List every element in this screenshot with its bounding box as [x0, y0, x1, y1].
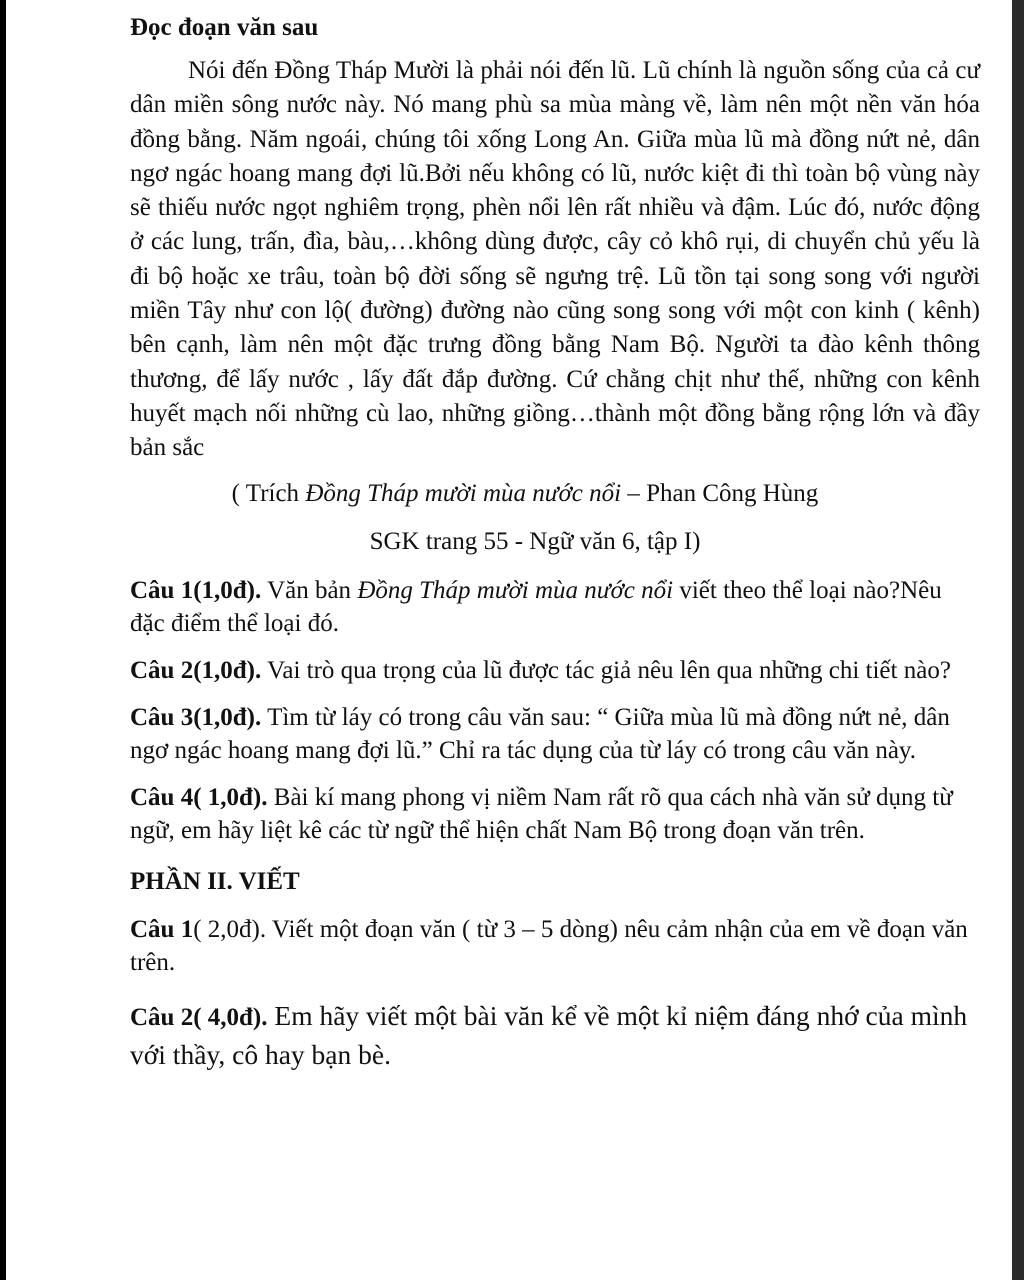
reading-passage: Nói đến Đồng Tháp Mười là phải nói đến lũ. Lũ chính là nguồn sống của cả cư dân miền sông nước này. Nó mang phù sa mùa màng về, làm nên một nền văn hóa đồng bằng. Năm ngoái, chúng tôi xống Long An. Giữa mùa lũ mà đồng nứt nẻ, dân ngơ ngác hoang mang đợi lũ.Bởi nếu không có lũ, nước kiệt đi thì toàn bộ vùng này sẽ thiếu nước ngọt nghiêm trọng, phèn nổi lên rất nhiều và đậm. Lúc đó, nước động ở các lung, trấn, đìa, bàu,…không dùng được, cây cỏ khô rụi, di chuyển chủ yếu là đi bộ hoặc xe trâu, toàn bộ đời sống sẽ ngưng trệ. Lũ tồn tại song song với người miền Tây như con lộ( đường) đường nào cũng song song với một con kinh ( kênh) bên cạnh, làm nên một đặc trưng đồng bằng Nam Bộ. Người ta đào kênh thông thương, để lấy nước , lấy đất đắp đường. Cứ chằng chịt như thế, những con kênh huyết mạch nối những cù lao, những giồng…thành một đồng bằng rộng lớn và đầy bản sắc	[130, 57, 980, 462]
question-2-label: Câu 2(1,0đ).	[130, 656, 262, 684]
writing-question-2-label: Câu 2( 4,0đ).	[130, 1003, 268, 1031]
reading-heading: Đọc đoạn văn sau	[130, 14, 319, 41]
question-3-label: Câu 3(1,0đ).	[130, 703, 262, 731]
writing-question-1-label: Câu 1	[130, 915, 194, 943]
writing-question-1	[130, 913, 980, 979]
citation-work-title: Đồng Tháp mười mùa nước nổi	[305, 479, 622, 507]
left-border	[0, 0, 6, 1280]
document-content	[130, 8, 980, 1073]
question-1-label: Câu 1(1,0đ).	[130, 576, 262, 604]
question-1-text-before: Văn bản	[261, 576, 358, 604]
writing-question-1-text: ( 2,0đ). Viết một đoạn văn ( từ 3 – 5 dòng) nêu cảm nhận của em về đoạn văn trên.	[130, 915, 968, 976]
question-3-text: Tìm từ láy có trong câu văn sau: “ Giữa mùa lũ mà đồng nứt nẻ, dân ngơ ngác hoang mang đợi lũ.” Chỉ ra tác dụng của từ láy có trong câu văn này.	[130, 703, 950, 764]
question-1-text-after: viết theo thể loại nào?Nêu đặc điểm thể loại đó.	[130, 576, 942, 637]
citation-line	[130, 476, 980, 512]
writing-question-2	[130, 997, 980, 1073]
citation-author: – Phan Công Hùng	[621, 479, 819, 507]
question-1-work-title: Đồng Tháp mười mùa nước nổi	[357, 576, 674, 604]
citation-prefix: ( Trích	[231, 479, 306, 507]
question-2-text: Vai trò qua trọng của lũ được tác giả nêu lên qua những chi tiết nào?	[261, 656, 951, 684]
right-border	[1012, 0, 1024, 1280]
section-title-writing: PHẦN II. VIẾT	[130, 867, 300, 895]
question-4-label: Câu 4( 1,0đ).	[130, 783, 268, 811]
citation-source: SGK trang 55 - Ngữ văn 6, tập I)	[369, 527, 701, 555]
question-1	[130, 574, 980, 640]
question-4	[130, 781, 980, 847]
question-4-text: Bài kí mang phong vị niềm Nam rất rõ qua cách nhà văn sử dụng từ ngữ, em hãy liệt kê các từ ngữ thể hiện chất Nam Bộ trong đoạn văn trên.	[130, 783, 953, 844]
question-3	[130, 701, 980, 767]
question-2	[130, 654, 980, 687]
writing-question-2-text: Em hãy viết một bài văn kể về một kỉ niệm đáng nhớ của mình với thầy, cô hay bạn bè.	[130, 999, 968, 1070]
